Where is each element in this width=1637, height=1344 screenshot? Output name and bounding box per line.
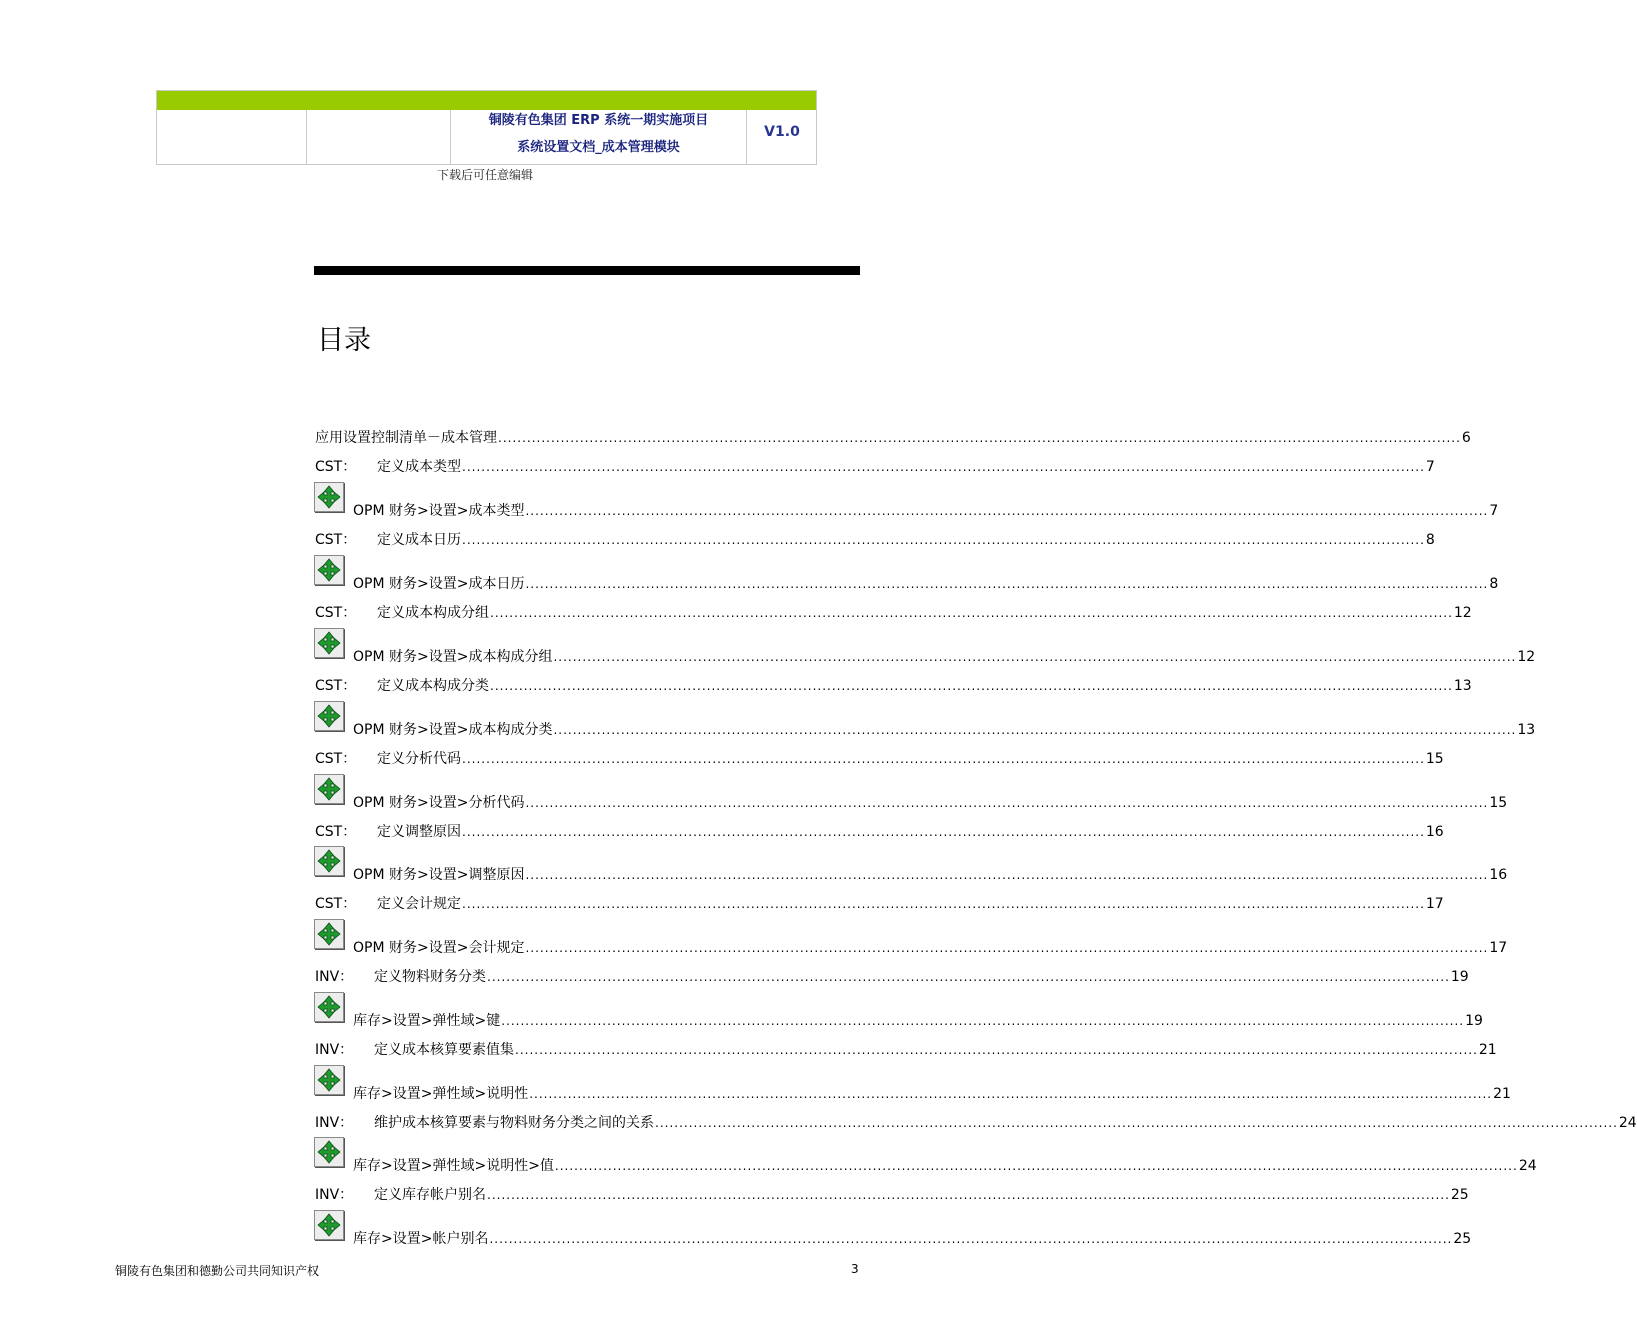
move-arrows-icon [314, 846, 344, 876]
toc-item-label: OPM 财务>设置>会计规定 [353, 940, 525, 956]
footer-page-number: 3 [851, 1262, 859, 1276]
toc-item-navigation-path[interactable] [315, 1085, 1511, 1103]
toc-item[interactable] [315, 604, 1472, 622]
toc-item-label: 定义成本核算要素值集 [374, 1042, 514, 1058]
toc-leader-dots: ........................................................................................................................................................................................................ [498, 431, 1461, 445]
header-cell-logo-right [307, 110, 451, 165]
toc-item[interactable] [315, 1114, 1637, 1132]
toc-item-module-prefix: INV： [315, 1042, 354, 1058]
toc-item-page-number: 17 [1425, 896, 1444, 912]
toc-item-page-number: 21 [1493, 1086, 1511, 1102]
toc-item-page-number: 17 [1489, 940, 1508, 956]
move-arrows-icon [314, 628, 344, 658]
toc-item-page-number: 15 [1489, 795, 1508, 811]
header-title-cell [451, 110, 747, 165]
toc-item[interactable] [315, 1186, 1469, 1204]
toc-leader-dots: ........................................................................................................................................................................................................ [515, 1043, 1478, 1057]
toc-item-navigation-path[interactable] [315, 1012, 1483, 1030]
toc-item-label: 库存>设置>弹性域>说明性 [353, 1086, 529, 1102]
toc-item-module-prefix: INV： [315, 1115, 354, 1131]
toc-item-label: 定义库存帐户别名 [374, 1187, 486, 1203]
toc-item-module-prefix: CST： [315, 459, 357, 475]
toc-item-label: 库存>设置>弹性域>键 [353, 1013, 501, 1029]
toc-item[interactable] [315, 750, 1444, 768]
toc-item-text [315, 604, 489, 622]
toc-item-text [315, 458, 461, 476]
toc-item[interactable] [315, 531, 1435, 549]
toc-item-page-number: 7 [1489, 503, 1499, 519]
toc-item-page-number: 13 [1517, 722, 1536, 738]
header-title-line2: 系统设置文档_成本管理模块 [517, 140, 680, 155]
toc-item-text [315, 531, 461, 549]
toc-item-page-number: 12 [1517, 649, 1536, 665]
toc-leader-dots: ........................................................................................................................................................................................................ [553, 650, 1517, 664]
toc-item-text [315, 794, 524, 812]
toc-item-text [315, 677, 489, 695]
version-label: V1.0 [764, 124, 800, 140]
toc-item-label: 维护成本核算要素与物料财务分类之间的关系 [374, 1115, 654, 1131]
toc-item-label: 库存>设置>弹性域>说明性>值 [353, 1158, 554, 1174]
toc-leader-dots: ........................................................................................................................................................................................................ [655, 1116, 1618, 1130]
toc-leader-dots: ........................................................................................................................................................................................................ [553, 723, 1517, 737]
toc-item-text [315, 429, 497, 447]
toc-item-page-number: 24 [1518, 1158, 1537, 1174]
toc-item-text [315, 968, 486, 986]
move-arrows-icon [314, 555, 344, 585]
toc-leader-dots: ........................................................................................................................................................................................................ [529, 1087, 1493, 1101]
toc-item-navigation-path[interactable] [315, 502, 1499, 520]
toc-item-module-prefix: CST： [315, 751, 357, 767]
toc-item-module-prefix: CST： [315, 824, 357, 840]
move-arrows-icon [314, 701, 344, 731]
toc-leader-dots: ........................................................................................................................................................................................................ [462, 460, 1425, 474]
toc-item-page-number: 12 [1453, 605, 1472, 621]
toc-item-page-number: 7 [1425, 459, 1435, 475]
toc-item[interactable] [315, 895, 1444, 913]
toc-item-page-number: 25 [1450, 1187, 1469, 1203]
toc-item-page-number: 21 [1478, 1042, 1497, 1058]
toc-item-text [315, 721, 552, 739]
move-arrows-icon [314, 1137, 344, 1167]
toc-item-navigation-path[interactable] [315, 721, 1536, 739]
toc-item-label: 定义分析代码 [377, 751, 461, 767]
toc-item-text [315, 1186, 486, 1204]
toc-item-label: 定义成本构成分组 [377, 605, 489, 621]
toc-item-text [315, 750, 461, 768]
toc-item[interactable] [315, 1041, 1497, 1059]
toc-item-navigation-path[interactable] [315, 866, 1508, 884]
toc-item-text [315, 1114, 654, 1132]
move-arrows-icon [314, 919, 344, 949]
toc-item-text [315, 1041, 514, 1059]
toc-item-label: 定义会计规定 [377, 896, 461, 912]
move-arrows-icon [314, 482, 344, 512]
toc-item-navigation-path[interactable] [315, 575, 1499, 593]
toc-leader-dots: ........................................................................................................................................................................................................ [462, 897, 1425, 911]
toc-item-label: 库存>设置>帐户别名 [353, 1231, 489, 1247]
toc-item[interactable] [315, 458, 1435, 476]
header-cell-logo-left [157, 110, 307, 165]
toc-item-page-number: 6 [1461, 430, 1471, 446]
toc-item-text [315, 823, 461, 841]
move-arrows-icon [314, 1210, 344, 1240]
toc-item-text [315, 502, 524, 520]
toc-item-text [315, 575, 524, 593]
toc-item-label: 定义物料财务分类 [374, 969, 486, 985]
toc-item[interactable] [315, 677, 1472, 695]
header-title-line1: 铜陵有色集团 ERP 系统一期实施项目 [488, 113, 709, 128]
toc-item-text [315, 895, 461, 913]
toc-item-module-prefix: INV： [315, 1187, 354, 1203]
toc-item-page-number: 15 [1425, 751, 1444, 767]
toc-leader-dots: ........................................................................................................................................................................................................ [525, 796, 1489, 810]
toc-item-page-number: 19 [1465, 1013, 1483, 1029]
toc-item-page-number: 16 [1489, 867, 1508, 883]
toc-leader-dots: ........................................................................................................................................................................................................ [462, 533, 1425, 547]
toc-item-text [315, 939, 524, 957]
toc-item-page-number: 13 [1453, 678, 1472, 694]
edit-note: 下载后可任意编辑 [437, 168, 534, 182]
toc-item-navigation-path[interactable] [315, 794, 1508, 812]
toc-item-page-number: 24 [1618, 1115, 1637, 1131]
toc-leader-dots: ........................................................................................................................................................................................................ [487, 970, 1450, 984]
toc-item[interactable] [315, 429, 1471, 447]
header-table [156, 90, 817, 165]
toc-leader-dots: ........................................................................................................................................................................................................ [489, 1232, 1453, 1246]
move-arrows-icon [314, 1065, 344, 1095]
toc-item-page-number: 19 [1450, 969, 1469, 985]
footer-copyright: 铜陵有色集团和德勤公司共同知识产权 [115, 1264, 320, 1278]
toc-leader-dots: ........................................................................................................................................................................................................ [487, 1188, 1450, 1202]
toc-item-label: 应用设置控制清单－成本管理 [315, 430, 497, 446]
toc-item[interactable] [315, 968, 1469, 986]
toc-item-module-prefix: CST： [315, 532, 357, 548]
toc-leader-dots: ........................................................................................................................................................................................................ [554, 1159, 1518, 1173]
toc-item-label: 定义成本构成分类 [377, 678, 489, 694]
toc-leader-dots: ........................................................................................................................................................................................................ [525, 504, 1489, 518]
toc-item-module-prefix: INV： [315, 969, 354, 985]
toc-item-module-prefix: CST： [315, 678, 357, 694]
toc-item-navigation-path[interactable] [315, 939, 1508, 957]
toc-leader-dots: ........................................................................................................................................................................................................ [462, 825, 1425, 839]
toc-item-label: 定义调整原因 [377, 824, 461, 840]
toc-leader-dots: ........................................................................................................................................................................................................ [490, 606, 1453, 620]
heading-rule [314, 266, 860, 275]
toc-item-navigation-path[interactable] [315, 648, 1536, 666]
toc-leader-dots: ........................................................................................................................................................................................................ [525, 577, 1489, 591]
toc-item-module-prefix: CST： [315, 896, 357, 912]
toc-item-navigation-path[interactable] [315, 1230, 1472, 1248]
toc-item-label: OPM 财务>设置>成本日历 [353, 576, 525, 592]
toc-item-label: OPM 财务>设置>分析代码 [353, 795, 525, 811]
header-accent-bar [157, 91, 816, 110]
toc-item-text [315, 866, 524, 884]
move-arrows-icon [314, 774, 344, 804]
toc-item-label: OPM 财务>设置>成本类型 [353, 503, 525, 519]
toc-item-text [315, 648, 552, 666]
toc-leader-dots: ........................................................................................................................................................................................................ [501, 1014, 1465, 1028]
toc-item-page-number: 8 [1489, 576, 1499, 592]
toc-item-page-number: 16 [1425, 824, 1444, 840]
toc-item-label: OPM 财务>设置>调整原因 [353, 867, 525, 883]
toc-title: 目录 [317, 325, 371, 356]
toc-item-text [315, 1157, 554, 1175]
toc-item-label: OPM 财务>设置>成本构成分类 [353, 722, 553, 738]
toc-leader-dots: ........................................................................................................................................................................................................ [525, 868, 1489, 882]
toc-leader-dots: ........................................................................................................................................................................................................ [525, 941, 1489, 955]
toc-item-page-number: 25 [1453, 1231, 1472, 1247]
toc-item-module-prefix: CST： [315, 605, 357, 621]
toc-item-page-number: 8 [1425, 532, 1435, 548]
toc-leader-dots: ........................................................................................................................................................................................................ [462, 752, 1425, 766]
toc-item-text [315, 1085, 528, 1103]
toc-item[interactable] [315, 823, 1444, 841]
toc-leader-dots: ........................................................................................................................................................................................................ [490, 679, 1453, 693]
toc-item-label: 定义成本类型 [377, 459, 461, 475]
toc-item-label: OPM 财务>设置>成本构成分组 [353, 649, 553, 665]
toc-item-navigation-path[interactable] [315, 1157, 1537, 1175]
move-arrows-icon [314, 992, 344, 1022]
toc-item-label: 定义成本日历 [377, 532, 461, 548]
